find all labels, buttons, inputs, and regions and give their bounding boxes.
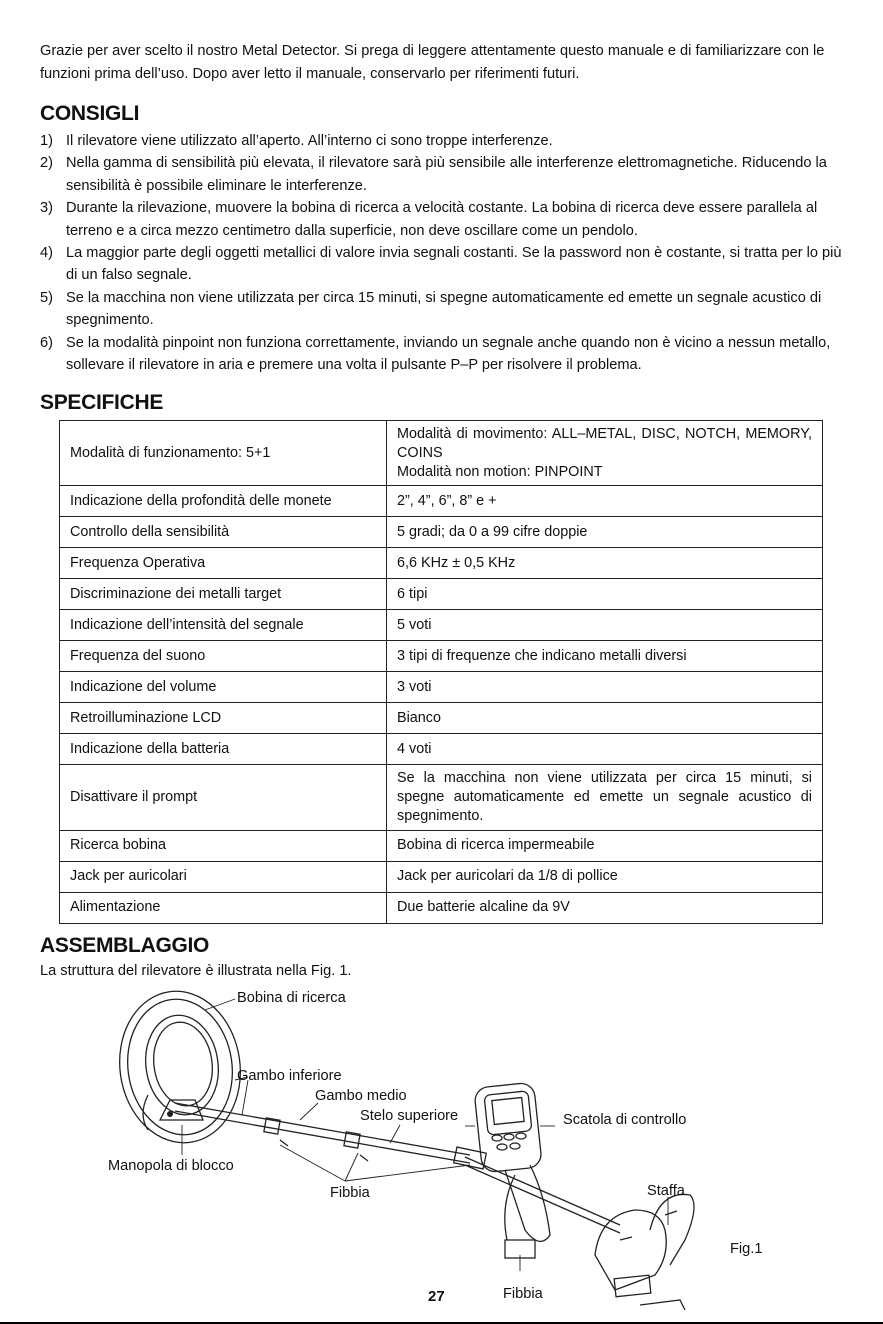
spec-value: 4 voti: [387, 734, 823, 765]
assemblaggio-intro: La struttura del rilevatore è illustrata nella Fig. 1.: [40, 963, 352, 979]
spec-label: Frequenza Operativa: [60, 548, 387, 579]
table-row: [60, 672, 823, 703]
label-staffa: Staffa: [647, 1183, 685, 1199]
spec-label: Retroilluminazione LCD: [60, 703, 387, 734]
table-row: [60, 548, 823, 579]
table-row: [60, 486, 823, 517]
spec-label: Indicazione della profondità delle monete: [60, 486, 387, 517]
label-gambo-inferiore: Gambo inferiore: [237, 1068, 342, 1084]
table-row: [60, 517, 823, 548]
list-item: 4) La maggior parte degli oggetti metallici di valore invia segnali costanti. Se la password non è costante, si tratta per lo più di un falso segnale.: [40, 245, 842, 284]
table-row: [60, 765, 823, 830]
spec-value: Bianco: [387, 703, 823, 734]
spec-value: 3 voti: [387, 672, 823, 703]
spec-label: Frequenza del suono: [60, 641, 387, 672]
spec-value: 5 gradi; da 0 a 99 cifre doppie: [387, 517, 823, 548]
intro-paragraph: Grazie per aver scelto il nostro Metal Detector. Si prega di leggere attentamente questo manuale e di familiarizzare con le funzioni prima dell’uso. Dopo aver letto il manuale, conservarlo per riferimenti futuri.: [40, 43, 825, 82]
spec-label: Ricerca bobina: [60, 830, 387, 861]
table-row: [60, 641, 823, 672]
consigli-list: [40, 130, 850, 376]
consigli-heading: CONSIGLI: [40, 102, 140, 125]
spec-value: Modalità di movimento: ALL–METAL, DISC, NOTCH, MEMORY, COINS Modalità non motion: PINPOINT: [387, 421, 823, 486]
table-row: [60, 830, 823, 861]
table-row: [60, 734, 823, 765]
spec-label: Discriminazione dei metalli target: [60, 579, 387, 610]
spec-label: Jack per auricolari: [60, 861, 387, 892]
table-row: [60, 892, 823, 923]
label-manopola: Manopola di blocco: [108, 1158, 234, 1174]
label-gambo-medio: Gambo medio: [315, 1088, 407, 1104]
table-row: [60, 861, 823, 892]
table-row: [60, 579, 823, 610]
label-stelo-superiore: Stelo superiore: [360, 1108, 459, 1124]
metal-detector-illustration: [0, 985, 883, 1310]
list-item: 5) Se la macchina non viene utilizzata per circa 15 minuti, si spegne automaticamente ed emette un segnale acustico di spegnimento.: [40, 289, 822, 329]
spec-label: Alimentazione: [60, 892, 387, 923]
arm-rest-drawing: [595, 1194, 694, 1310]
spec-value: 6 tipi: [387, 579, 823, 610]
lock-knob-dot: [167, 1111, 173, 1117]
table-row: [60, 703, 823, 734]
spec-value: 5 voti: [387, 610, 823, 641]
search-coil-drawing: [110, 985, 250, 1151]
list-item: 6) Se la modalità pinpoint non funziona correttamente, inviando un segnale anche quando non è vicino a nessun metallo, sollevare il rilevatore in aria e premere una volta il pulsante P–P per risolvere il problema.: [40, 334, 831, 374]
detector-figure: [0, 985, 883, 1310]
spec-value: 6,6 KHz ± 0,5 KHz: [387, 548, 823, 579]
spec-value: 2”, 4”, 6”, 8” e +: [387, 486, 823, 517]
spec-label: Controllo della sensibilità: [60, 517, 387, 548]
page-number: 27: [428, 1288, 445, 1305]
table-row: [60, 610, 823, 641]
table-row: [60, 421, 823, 486]
spec-label: Indicazione della batteria: [60, 734, 387, 765]
list-item: 2) Nella gamma di sensibilità più elevata, il rilevatore sarà più sensibile alle interferenze elettromagnetiche. Riducendo la sensibilità è possibile eliminare le interferenze.: [40, 155, 827, 194]
control-box-drawing: [474, 1082, 543, 1173]
assemblaggio-heading: ASSEMBLAGGIO: [40, 934, 210, 957]
spec-label: Modalità di funzionamento: 5+1: [60, 421, 387, 486]
spec-value: 3 tipi di frequenze che indicano metalli diversi: [387, 641, 823, 672]
spec-label: Indicazione dell’intensità del segnale: [60, 610, 387, 641]
handle-drawing: [505, 1165, 550, 1241]
leader-lines: [182, 999, 668, 1271]
spec-label: Indicazione del volume: [60, 672, 387, 703]
spec-value: Due batterie alcaline da 9V: [387, 892, 823, 923]
list-item: 3) Durante la rilevazione, muovere la bobina di ricerca a velocità costante. La bobina di ricerca deve essere parallela al terreno e a circa mezzo centimetro dalla superficie, non deve oscillare come un pendolo.: [40, 200, 818, 239]
list-item: 1) Il rilevatore viene utilizzato all’aperto. All’interno ci sono troppe interferenze.: [40, 133, 553, 149]
spec-value: Bobina di ricerca impermeabile: [387, 830, 823, 861]
label-scatola: Scatola di controllo: [563, 1112, 687, 1128]
figure-caption: Fig.1: [730, 1241, 763, 1257]
spec-value: Se la macchina non viene utilizzata per circa 15 minuti, si spegne automaticamente ed emette un segnale acustico di spegnimento.: [387, 765, 823, 830]
label-bobina: Bobina di ricerca: [237, 990, 346, 1006]
spec-label: Disattivare il prompt: [60, 765, 387, 830]
specifications-table: [59, 420, 823, 924]
label-fibbia-1: Fibbia: [330, 1185, 370, 1201]
label-fibbia-2: Fibbia: [503, 1286, 543, 1302]
specifiche-heading: SPECIFICHE: [40, 391, 164, 414]
spec-value: Jack per auricolari da 1/8 di pollice: [387, 861, 823, 892]
